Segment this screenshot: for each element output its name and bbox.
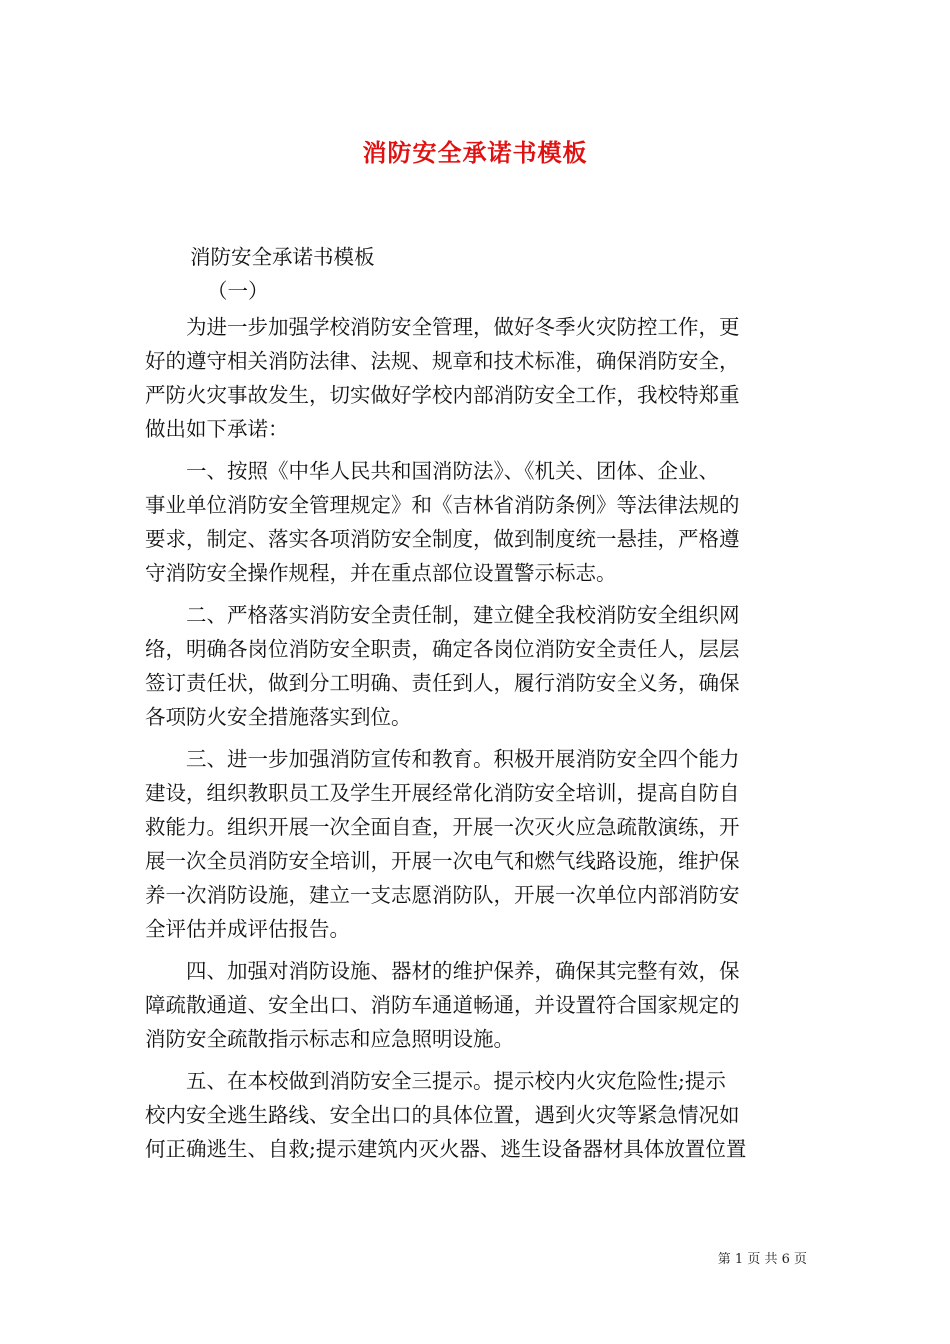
- paragraph: [145, 310, 808, 446]
- paragraph: [145, 454, 808, 590]
- paragraph-line: 严防火灾事故发生，切实做好学校内部消防安全工作，我校特郑重: [145, 383, 740, 407]
- paragraph-line: 养一次消防设施，建立一支志愿消防队，开展一次单位内部消防安: [145, 883, 740, 907]
- paragraph-line: 做出如下承诺：: [145, 417, 289, 441]
- paragraph: [145, 742, 808, 946]
- document-subtitle: 消防安全承诺书模板: [190, 245, 375, 269]
- document-title: 消防安全承诺书模板: [362, 138, 588, 167]
- paragraph-line: 五、在本校做到消防安全三提示。提示校内火灾危险性;提示: [145, 1069, 726, 1093]
- paragraph-line: 为进一步加强学校消防安全管理，做好冬季火灾防控工作，更: [145, 315, 740, 339]
- paragraph-line: 二、严格落实消防安全责任制，建立健全我校消防安全组织网: [145, 603, 740, 627]
- paragraph-line: 一、按照《中华人民共和国消防法》、《机关、团体、企业、: [145, 459, 719, 483]
- paragraph-line: 四、加强对消防设施、器材的维护保养，确保其完整有效，保: [145, 959, 740, 983]
- paragraph-line: 展一次全员消防安全培训，开展一次电气和燃气线路设施，维护保: [145, 849, 740, 873]
- paragraph-line: 守消防安全操作规程，并在重点部位设置警示标志。: [145, 561, 617, 585]
- page-footer: 第 1 页 共 6 页: [717, 1252, 807, 1267]
- paragraph-line: 事业单位消防安全管理规定》和《吉林省消防条例》等法律法规的: [145, 493, 740, 517]
- paragraph-line: 络，明确各岗位消防安全职责，确定各岗位消防安全责任人，层层: [145, 637, 740, 661]
- paragraph: [145, 598, 808, 734]
- paragraph-line: 三、进一步加强消防宣传和教育。积极开展消防安全四个能力: [145, 747, 740, 771]
- paragraph-line: 救能力。组织开展一次全面自查，开展一次灭火应急疏散演练，开: [145, 815, 740, 839]
- paragraph: [145, 954, 808, 1056]
- paragraph-line: 建设，组织教职员工及学生开展经常化消防安全培训，提高自防自: [145, 781, 740, 805]
- section-number: （一）: [207, 279, 269, 303]
- paragraph-line: 校内安全逃生路线、安全出口的具体位置，遇到火灾等紧急情况如: [145, 1103, 740, 1127]
- paragraph-line: 消防安全疏散指示标志和应急照明设施。: [145, 1027, 514, 1051]
- paragraph-list: [145, 310, 808, 1166]
- paragraph-line: 要求，制定、落实各项消防安全制度，做到制度统一悬挂，严格遵: [145, 527, 740, 551]
- paragraph-line: 障疏散通道、安全出口、消防车通道畅通，并设置符合国家规定的: [145, 993, 740, 1017]
- paragraph-line: 好的遵守相关消防法律、法规、规章和技术标准，确保消防安全，: [145, 349, 740, 373]
- paragraph: [145, 1064, 808, 1166]
- paragraph-line: 全评估并成评估报告。: [145, 917, 350, 941]
- paragraph-line: 何正确逃生、自救;提示建筑内灭火器、逃生设备器材具体放置位置: [145, 1137, 747, 1161]
- paragraph-line: 各项防火安全措施落实到位。: [145, 705, 412, 729]
- paragraph-line: 签订责任状，做到分工明确、责任到人，履行消防安全义务，确保: [145, 671, 740, 695]
- document-body: [145, 240, 808, 1174]
